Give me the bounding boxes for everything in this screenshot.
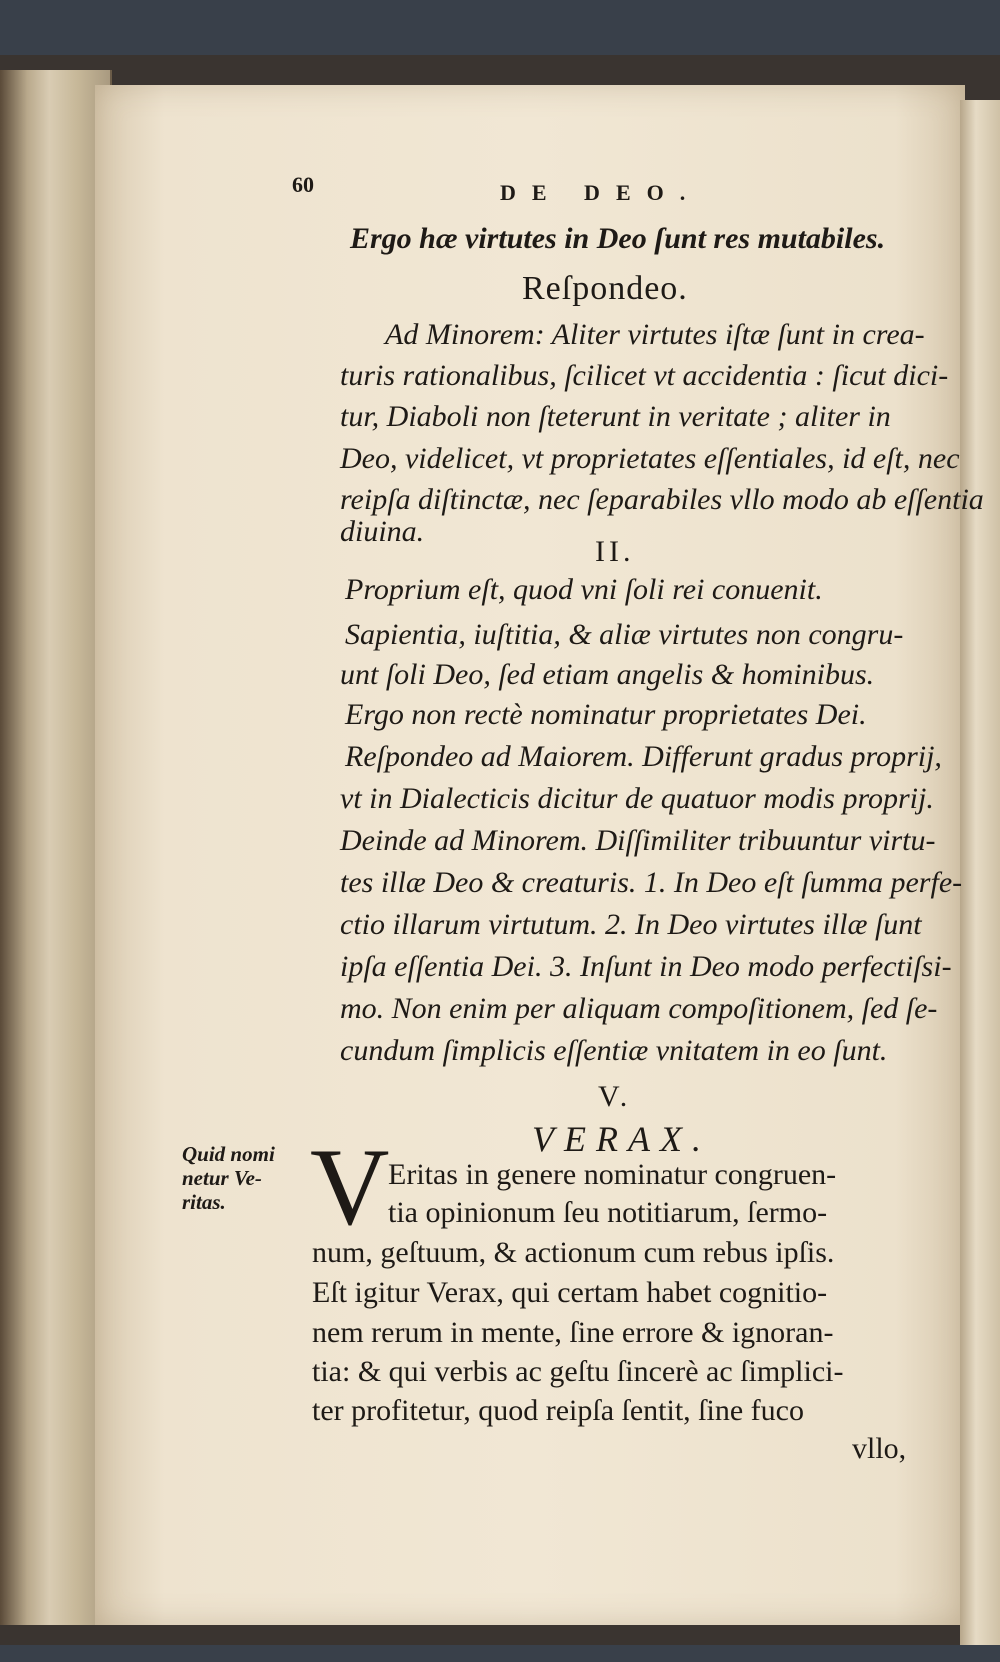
section-title: VERAX. (532, 1119, 711, 1159)
text-line: nem rerum in mente, ſine errore & ignoran- (312, 1316, 834, 1349)
text-line: num, geſtuum, & actionum cum rebus ipſis. (312, 1236, 835, 1269)
text-line: reipſa diſtinctæ, nec ſeparabiles vllo modo ab eſſentia (340, 483, 984, 516)
margin-note-line: Quid nomi (182, 1142, 275, 1166)
respondeo-heading: Reſpondeo. (522, 270, 688, 307)
text-line: ter profitetur, quod reipſa ſentit, ſine fuco (312, 1394, 804, 1427)
text-line: vt in Dialecticis dicitur de quatuor modis proprij. (340, 782, 934, 815)
text-line: Deo, videlicet, vt proprietates eſſentiales, id eſt, nec (340, 442, 960, 475)
text-line: Proprium eſt, quod vni ſoli rei conuenit. (345, 573, 823, 606)
text-line: Ergo hæ virtutes in Deo ſunt res mutabiles. (350, 222, 886, 255)
text-line: Ad Minorem: Aliter virtutes iſtæ ſunt in crea- (385, 318, 925, 351)
text-line: tur, Diaboli non ſteterunt in veritate ; aliter in (340, 400, 891, 433)
section-numeral: II. (595, 535, 635, 568)
margin-note-line: netur Ve- (182, 1166, 262, 1190)
text-line: Reſpondeo ad Maiorem. Differunt gradus proprij, (345, 740, 942, 773)
page-number: 60 (292, 172, 314, 197)
running-title: DE DEO. (500, 180, 702, 205)
text-line: tia opinionum ſeu notitiarum, ſermo- (388, 1196, 828, 1229)
text-line: Sapientia, iuſtitia, & aliæ virtutes non congru- (345, 618, 904, 651)
text-line: Eſt igitur Verax, qui certam habet cognitio- (312, 1276, 828, 1309)
text-line: mo. Non enim per aliquam compoſitionem, ſed ſe- (340, 992, 938, 1025)
drop-cap: V (310, 1126, 390, 1248)
text-line: tes illæ Deo & creaturis. 1. In Deo eſt ſumma perfe- (340, 866, 963, 899)
text-line: ctio illarum virtutum. 2. In Deo virtutes illæ ſunt (340, 908, 922, 941)
text-line: tia: & qui verbis ac geſtu ſincerè ac ſimplici- (312, 1355, 844, 1388)
text-line: diuina. (340, 515, 425, 548)
text-line: ipſa eſſentia Dei. 3. Inſunt in Deo modo perfectiſsi- (340, 950, 952, 983)
catchword: vllo, (852, 1432, 907, 1465)
margin-note-line: ritas. (182, 1190, 226, 1214)
text-line: turis rationalibus, ſcilicet vt accidentia : ſicut dici- (340, 359, 949, 392)
section-numeral: V. (598, 1080, 632, 1113)
text-line: cundum ſimplicis eſſentiæ vnitatem in eo ſunt. (340, 1034, 888, 1067)
text-line: Deinde ad Minorem. Diſſimiliter tribuuntur virtu- (340, 824, 936, 857)
right-page-edge (960, 100, 1000, 1645)
text-line: unt ſoli Deo, ſed etiam angelis & hominibus. (340, 658, 875, 691)
text-line: Ergo non rectè nominatur proprietates Dei. (345, 698, 867, 731)
text-line: Eritas in genere nominatur congruen- (388, 1158, 837, 1191)
